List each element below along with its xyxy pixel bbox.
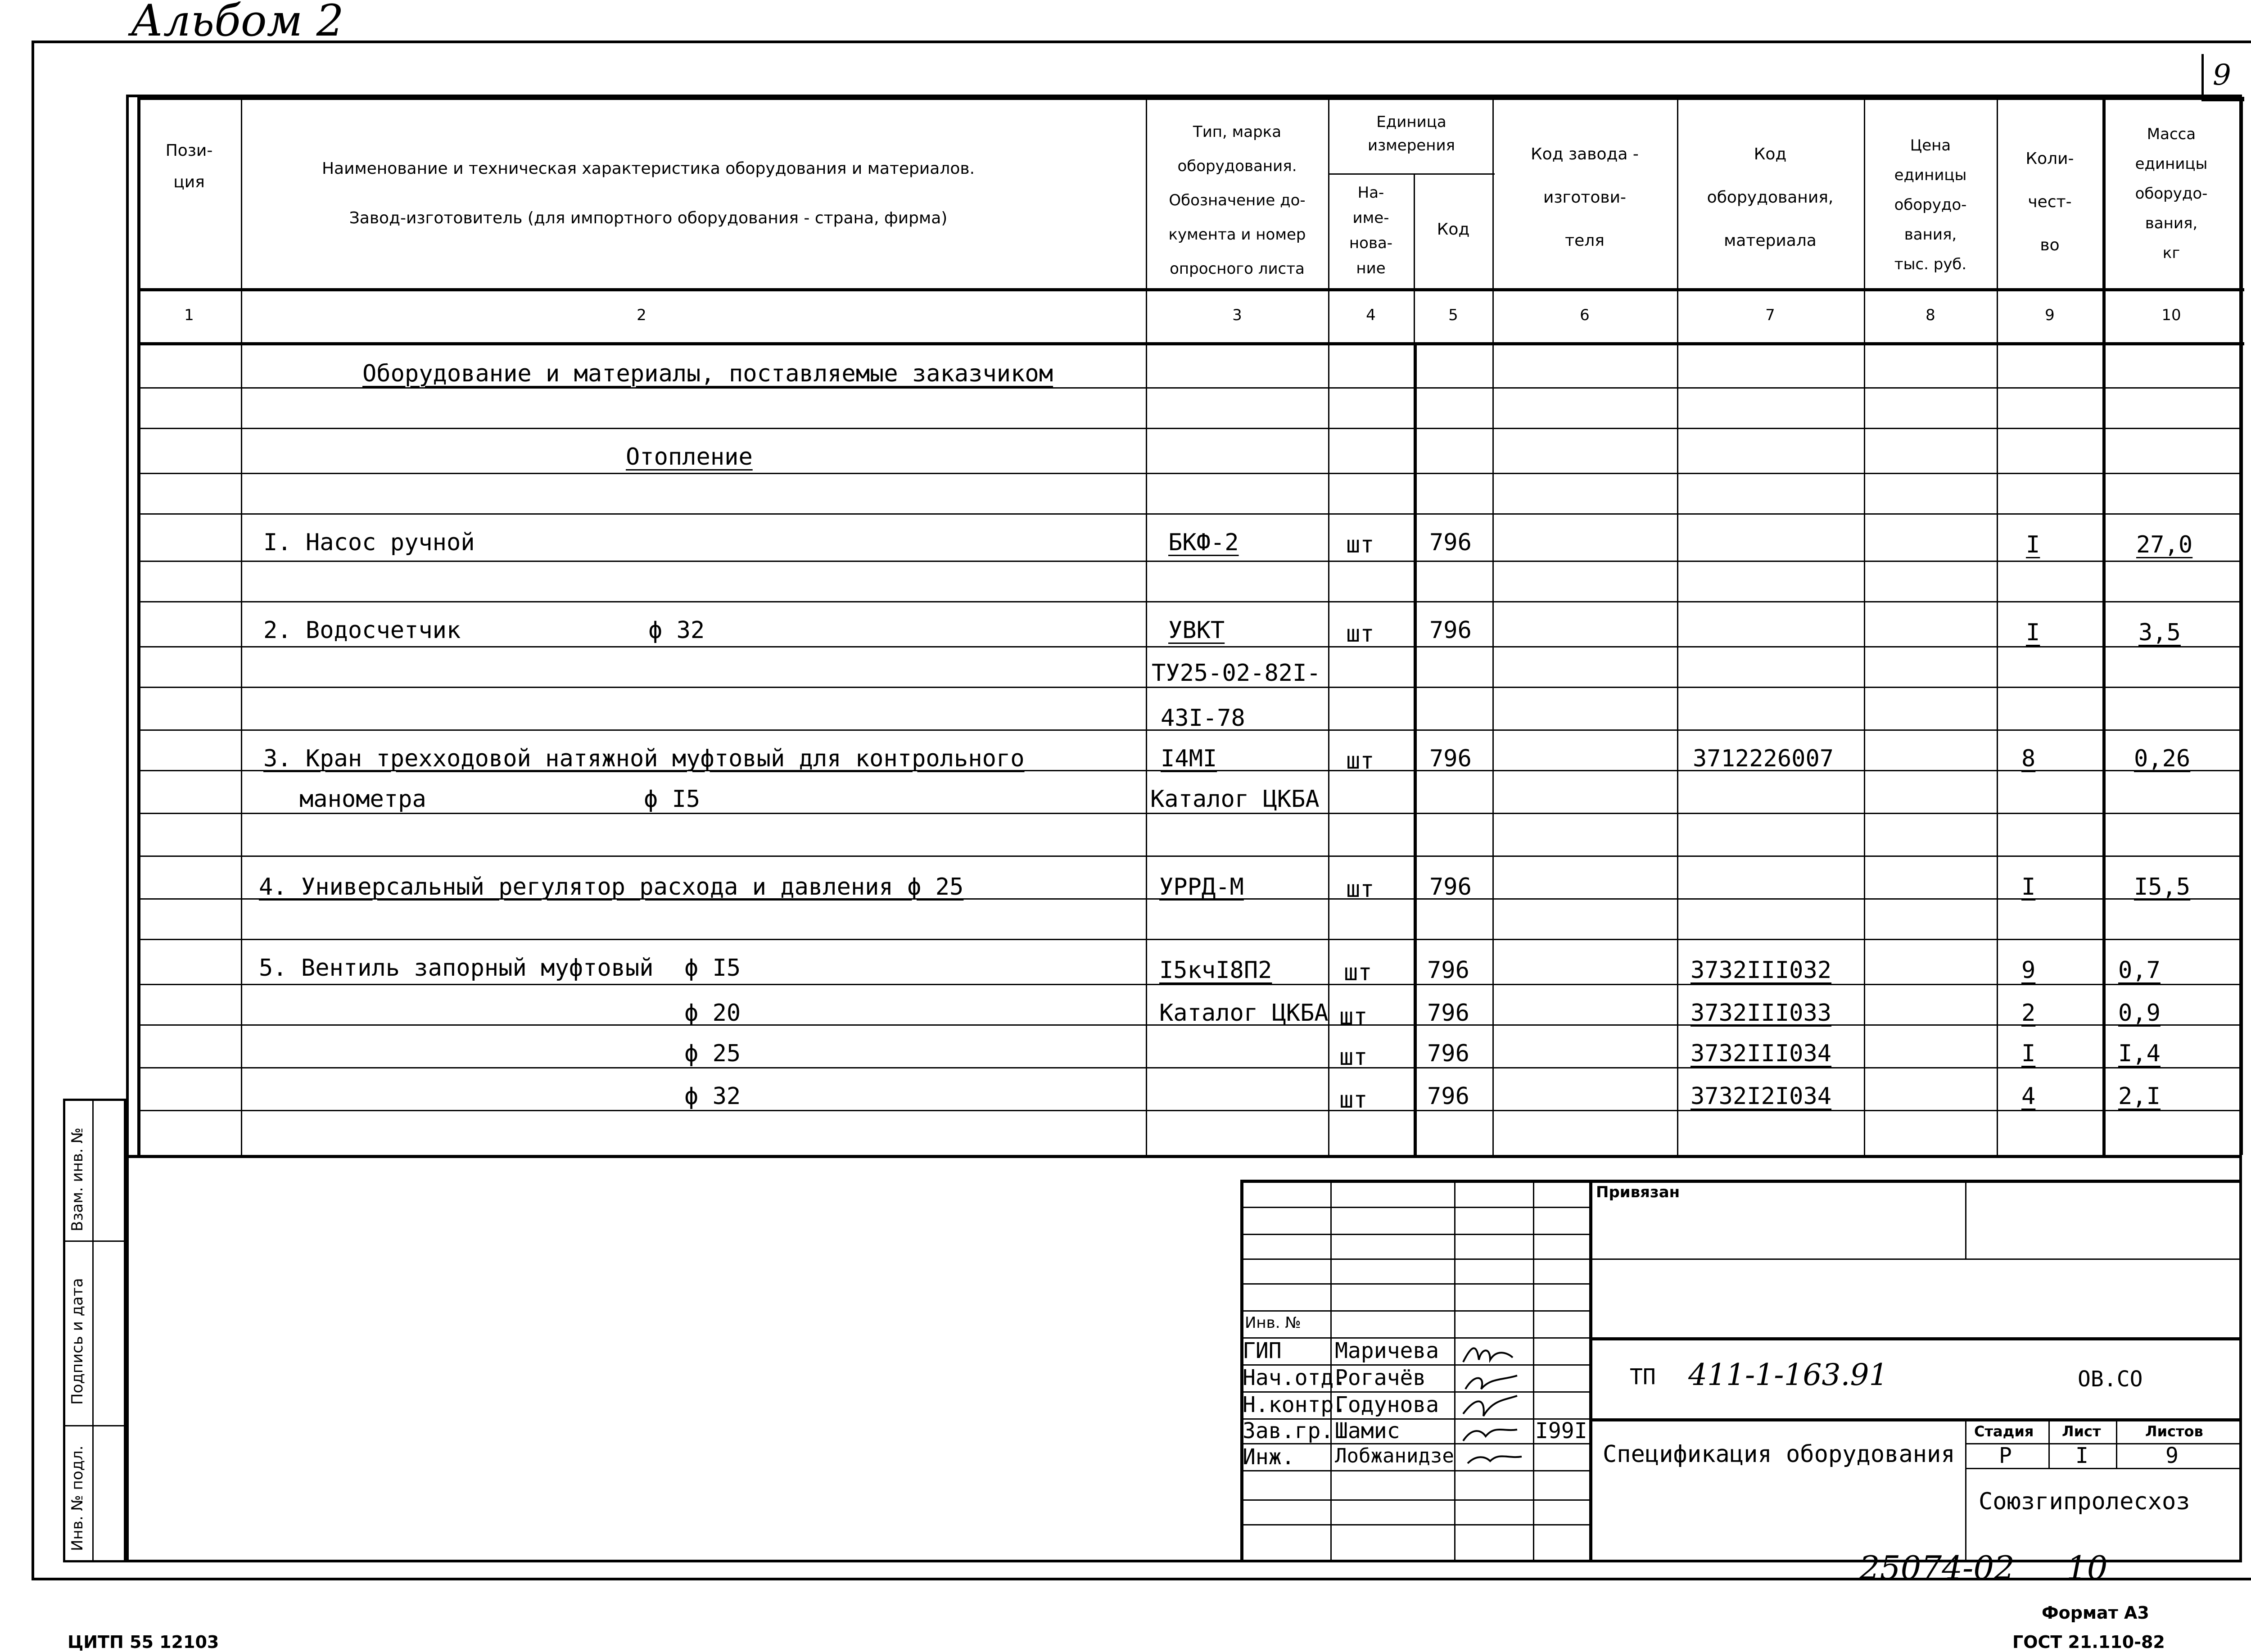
row6-matcode: 3732III033 [1691,1000,1832,1027]
header-col7: Код оборудования, материала [1707,145,1834,250]
role-n-kontr: Н.контр. [1243,1392,1347,1417]
page-number: 9 [2213,59,2231,92]
row8-qty: 4 [2021,1083,2036,1110]
inv-no-label: Инв. № [1245,1314,1301,1332]
row3-name-2: манометра [299,786,426,813]
row8-dia: ϕ 32 [684,1083,741,1110]
row3-type-2: Каталог ЦКБА [1150,786,1320,813]
role-inzh: Инж. [1243,1444,1295,1470]
side-stamp-inv: Инв. № подл. [68,1445,86,1551]
sheets-value: 9 [2165,1443,2179,1468]
header-col5: Код [1437,220,1470,239]
row3-mass: 0,26 [2134,745,2191,772]
doc-title: Спецификация оборудования [1603,1441,1955,1468]
header-col10: Масса единицы оборудо- вания, кг [2135,125,2208,262]
name-maricheva: Маричева [1335,1338,1439,1363]
row2-type-2: ТУ25-02-82I- [1152,660,1321,687]
colnum-6: 6 [1580,306,1590,324]
signatures [1459,1340,1535,1470]
doc-number: 411-1-163.91 [1688,1358,1888,1392]
sheets-label: Листов [2145,1423,2203,1440]
row1-code: 796 [1429,529,1472,556]
header-col3: Тип, марка оборудования. Обозначение до- кумента и номер опросного листа [1168,123,1306,278]
row8-mass: 2,I [2118,1083,2161,1110]
name-godunova: Годунова [1335,1392,1439,1417]
role-nach-otd: Нач.отд. [1243,1365,1347,1390]
row7-qty: I [2021,1040,2036,1067]
row6-dia: ϕ 20 [684,1000,741,1027]
role-zav-gr: Зав.гр. [1243,1418,1334,1444]
signature-lobzhanidze [1468,1456,1522,1463]
drawing-frame [126,95,2242,1562]
header-col4: На- име- нова- ние [1349,184,1393,277]
name-lobzhanidze: Лобжанидзе [1335,1444,1454,1467]
row1-unit: шт [1346,531,1374,558]
doc-code: ОВ.СО [2078,1367,2143,1392]
doc-prefix: ТП [1630,1364,1656,1389]
colnum-9: 9 [2045,306,2055,324]
row3-dia: ϕ I5 [644,786,701,813]
row5-name: 5. Вентиль запорный муфтовый [259,955,654,982]
row5-type: I5кчI8П2 [1159,957,1272,984]
row4-unit: шт [1346,876,1374,903]
row1-name: I. Насос ручной [263,529,475,556]
section-title: Оборудование и материалы, поставляемые заказчиком [362,360,1053,387]
row2-name: 2. Водосчетчик [263,617,461,644]
row2-dia: ϕ 32 [648,617,705,644]
row4-qty: I [2021,874,2036,901]
handwritten-code: 25074-02 [1859,1549,2015,1587]
row2-mass: 3,5 [2138,619,2181,646]
row1-qty: I [2026,531,2040,558]
side-stamp-vzam: Взам. инв. № [68,1127,86,1231]
row6-type: Каталог ЦКБА [1159,1000,1329,1027]
row5-matcode: 3732III032 [1691,957,1832,984]
gost-label: ГОСТ 21.110-82 [2012,1632,2165,1652]
colnum-4: 4 [1366,306,1376,324]
row6-code: 796 [1427,1000,1469,1027]
row7-code: 796 [1427,1040,1469,1067]
stage-value: Р [1999,1443,2012,1468]
colnum-8: 8 [1926,306,1935,324]
sheet-label: Лист [2062,1423,2101,1440]
stage-label: Стадия [1974,1423,2034,1440]
row8-code: 796 [1427,1083,1469,1110]
colnum-10: 10 [2161,306,2181,324]
row1-mass: 27,0 [2136,531,2193,558]
org-name: Союзгипролесхоз [1979,1488,2190,1515]
row7-dia: ϕ 25 [684,1040,741,1067]
row4-type: УРРД-М [1159,874,1244,901]
row2-type-3: 43I-78 [1161,705,1245,732]
privyazan-label: Привязан [1596,1183,1680,1201]
row3-name: 3. Кран трехходовой натяжной муфтовый для контрольного [263,745,1025,772]
name-shamis: Шамис [1335,1418,1400,1444]
colnum-7: 7 [1765,306,1775,324]
row5-code: 796 [1427,957,1469,984]
row6-mass: 0,9 [2118,1000,2161,1027]
header-col1: Пози- ция [165,141,213,191]
row2-qty: I [2026,619,2040,646]
side-stamp-podpis: Подпись и дата [68,1278,86,1405]
sheet-value: I [2075,1443,2088,1468]
signature-maricheva [1463,1348,1513,1362]
row6-qty: 2 [2021,1000,2036,1027]
signature-shamis [1463,1430,1517,1441]
row1-type: БКФ-2 [1168,529,1239,556]
row6-unit: шт [1339,1003,1368,1030]
row4-code: 796 [1429,874,1472,901]
subsection-title: Отопление [626,444,753,471]
row8-matcode: 3732I2I034 [1691,1083,1832,1110]
row5-mass: 0,7 [2118,957,2161,984]
row4-name: 4. Универсальный регулятор расхода и давления ϕ 25 [259,874,964,901]
row3-type: I4МI [1161,745,1217,772]
colnum-3: 3 [1232,306,1242,324]
row3-code: 796 [1429,745,1472,772]
row7-mass: I,4 [2118,1040,2161,1067]
row8-unit: шт [1339,1086,1368,1113]
role-gip: ГИП [1243,1338,1282,1363]
row3-matcode: 3712226007 [1693,745,1834,772]
signature-rogachev [1465,1376,1517,1389]
header-col6: Код завода - изготови- теля [1531,145,1639,250]
citp-label: ЦИТП 55 12103 [68,1632,219,1652]
row2-code: 796 [1429,617,1472,644]
colnum-2: 2 [637,306,646,324]
row7-unit: шт [1339,1044,1368,1071]
row5-unit: шт [1344,959,1372,986]
row4-mass: I5,5 [2134,874,2191,901]
colnum-1: 1 [184,306,194,324]
row2-type: УВКТ [1168,617,1225,644]
row3-qty: 8 [2021,745,2036,772]
row5-qty: 9 [2021,957,2036,984]
header-col9: Коли- чест- во [2025,149,2074,254]
header-col2: Наименование и техническая характеристика оборудования и материалов. Завод-изготовитель (для импортного оборудования - страна, фирма) [321,159,975,227]
row5-dia: ϕ I5 [684,955,741,982]
header-col8: Цена единицы оборудо- вания, тыс. руб. [1894,136,1967,273]
row7-matcode: 3732III034 [1691,1040,1832,1067]
signature-godunova [1463,1396,1517,1416]
album-note: Альбом 2 [131,0,344,46]
row3-unit: шт [1346,747,1374,774]
format-label: Формат А3 [2042,1603,2149,1623]
name-rogachev: Рогачёв [1335,1365,1426,1390]
header-col45-unit: Единица измерения [1367,113,1455,154]
handwritten-page: 10 [2066,1549,2108,1587]
row2-unit: шт [1346,620,1374,647]
year: I99I [1535,1418,1587,1444]
colnum-5: 5 [1448,306,1458,324]
